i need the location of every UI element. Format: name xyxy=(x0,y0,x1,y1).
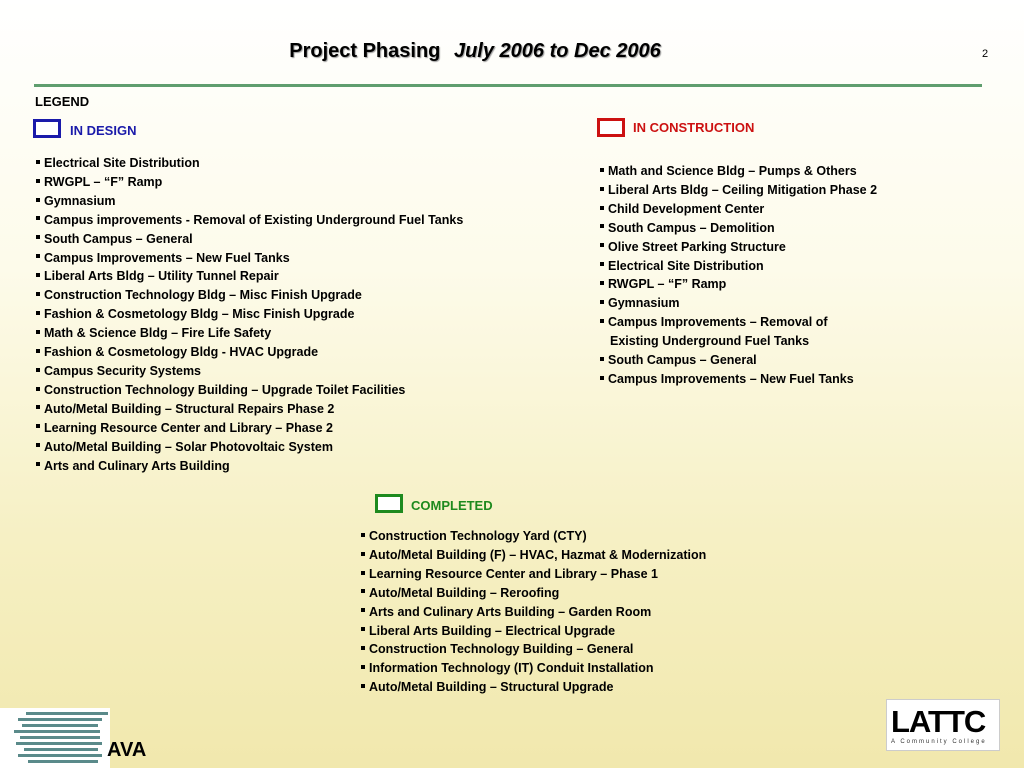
bullet-icon xyxy=(36,292,40,296)
list-item xyxy=(36,419,463,438)
list-item-label: Auto/Metal Building – Structural Upgrade xyxy=(369,680,614,695)
bullet-icon xyxy=(361,589,365,593)
completed-list xyxy=(361,527,706,697)
bullet-icon xyxy=(36,424,40,428)
list-item-label: Liberal Arts Bldg – Ceiling Mitigation Phase 2 xyxy=(608,182,878,197)
list-item xyxy=(361,678,706,697)
bullet-icon xyxy=(36,254,40,258)
list-item xyxy=(600,238,877,257)
page-title xyxy=(0,40,950,63)
list-item-label: Electrical Site Distribution xyxy=(608,258,764,273)
bullet-icon xyxy=(600,262,604,266)
bullet-icon xyxy=(600,243,604,247)
list-item xyxy=(36,381,463,400)
bullet-icon xyxy=(361,608,365,612)
list-item xyxy=(600,294,877,313)
completed-label: COMPLETED xyxy=(411,498,493,513)
bullet-icon xyxy=(36,179,40,183)
list-item-label: RWGPL – “F” Ramp xyxy=(608,277,727,292)
bullet-icon xyxy=(36,349,40,353)
list-item xyxy=(361,640,706,659)
legend-title: LEGEND xyxy=(35,94,90,109)
bullet-icon xyxy=(36,443,40,447)
list-item-label: RWGPL – “F” Ramp xyxy=(44,174,163,189)
list-item xyxy=(36,286,463,305)
list-item xyxy=(600,370,877,389)
list-item xyxy=(600,332,877,351)
lattc-logo-text: LATTC xyxy=(891,704,986,739)
completed-legend-box xyxy=(375,494,403,513)
in-design-list xyxy=(36,154,463,475)
title-divider xyxy=(34,84,982,87)
list-item-label: Electrical Site Distribution xyxy=(44,156,200,170)
bullet-icon xyxy=(36,235,40,239)
list-item-label: Child Development Center xyxy=(608,201,765,216)
list-item-label: Gymnasium xyxy=(44,193,116,208)
list-item-label: Campus Improvements – New Fuel Tanks xyxy=(608,371,854,386)
list-item xyxy=(600,351,877,370)
list-item-label: Learning Resource Center and Library – Phase 2 xyxy=(44,420,333,435)
bullet-icon xyxy=(361,533,365,537)
bullet-icon xyxy=(36,216,40,220)
list-item-label: Arts and Culinary Arts Building xyxy=(44,458,230,473)
list-item xyxy=(36,362,463,381)
list-item-label: Math & Science Bldg – Fire Life Safety xyxy=(44,326,272,341)
list-item-label: Auto/Metal Building – Solar Photovoltaic System xyxy=(44,439,333,454)
list-item xyxy=(600,257,877,276)
list-item-label: Fashion & Cosmetology Bldg - HVAC Upgrade xyxy=(44,345,319,360)
list-item-label: Campus improvements - Removal of Existing Underground Fuel Tanks xyxy=(44,212,464,227)
list-item-label: Construction Technology Bldg – Misc Finish Upgrade xyxy=(44,288,362,303)
list-item-label: Fashion & Cosmetology Bldg – Misc Finish Upgrade xyxy=(44,307,355,322)
list-item-label: Construction Technology Yard (CTY) xyxy=(369,529,587,543)
bullet-icon xyxy=(36,462,40,466)
list-item xyxy=(36,173,463,192)
bullet-icon xyxy=(600,168,604,172)
list-item-label: Olive Street Parking Structure xyxy=(608,239,786,254)
list-item-label: Auto/Metal Building – Reroofing xyxy=(369,585,560,600)
list-item-label: Arts and Culinary Arts Building – Garden Room xyxy=(369,604,652,619)
list-item-label: Campus Improvements – Removal of xyxy=(608,315,828,330)
list-item xyxy=(361,527,706,546)
bullet-icon xyxy=(36,198,40,202)
list-item-label: Construction Technology Building – Upgrade Toilet Facilities xyxy=(44,382,406,397)
title-subtitle: July 2006 to Dec 2006 xyxy=(453,40,661,62)
list-item xyxy=(36,249,463,268)
list-item-label: South Campus – Demolition xyxy=(608,220,775,235)
ava-logo-text: AVA xyxy=(107,739,147,761)
list-item-label: Liberal Arts Building – Electrical Upgrade xyxy=(369,623,616,638)
list-item xyxy=(361,565,706,584)
list-item xyxy=(36,211,463,230)
bullet-icon xyxy=(600,281,604,285)
list-item xyxy=(600,162,877,181)
in-construction-legend-box xyxy=(597,118,625,137)
bullet-icon xyxy=(600,187,604,191)
bullet-icon xyxy=(36,405,40,409)
bullet-icon xyxy=(600,319,604,323)
bullet-icon xyxy=(600,376,604,380)
list-item xyxy=(36,192,463,211)
bullet-icon xyxy=(600,300,604,304)
bullet-icon xyxy=(361,571,365,575)
list-item xyxy=(36,324,463,343)
list-item xyxy=(600,313,877,332)
bullet-icon xyxy=(600,206,604,210)
bullet-icon xyxy=(361,684,365,688)
list-item-label: Campus Improvements – New Fuel Tanks xyxy=(44,250,290,265)
title-main: Project Phasing xyxy=(289,40,441,62)
list-item xyxy=(361,546,706,565)
bullet-icon xyxy=(36,160,40,164)
in-design-legend-box xyxy=(33,119,61,138)
list-item-label: Liberal Arts Bldg – Utility Tunnel Repair xyxy=(44,269,279,284)
list-item xyxy=(36,457,463,476)
list-item-label: Auto/Metal Building – Structural Repairs Phase 2 xyxy=(44,401,335,416)
bullet-icon xyxy=(36,311,40,315)
bullet-icon xyxy=(361,552,365,556)
ava-logo-graphic xyxy=(0,708,110,768)
bullet-icon xyxy=(361,665,365,669)
list-item xyxy=(36,305,463,324)
list-item-label: South Campus – General xyxy=(44,231,193,246)
bullet-icon xyxy=(36,387,40,391)
bullet-icon xyxy=(600,357,604,361)
list-item-label: Information Technology (IT) Conduit Installation xyxy=(369,661,654,676)
list-item xyxy=(600,181,877,200)
in-construction-list xyxy=(600,162,877,389)
list-item-label: South Campus – General xyxy=(608,353,757,368)
bullet-icon xyxy=(36,330,40,334)
list-item-label: Math and Science Bldg – Pumps & Others xyxy=(608,164,857,178)
bullet-icon xyxy=(361,646,365,650)
bullet-icon xyxy=(36,273,40,277)
list-item xyxy=(36,230,463,249)
lattc-logo xyxy=(886,699,1000,751)
list-item xyxy=(361,603,706,622)
page-number: 2 xyxy=(982,48,989,60)
list-item-label: Existing Underground Fuel Tanks xyxy=(610,334,810,349)
list-item xyxy=(361,622,706,641)
list-item-label: Auto/Metal Building (F) – HVAC, Hazmat & Modernization xyxy=(369,547,707,562)
list-item xyxy=(36,438,463,457)
list-item-label: Construction Technology Building – General xyxy=(369,642,634,657)
lattc-logo-tagline: A Community College xyxy=(891,739,987,745)
bullet-icon xyxy=(361,627,365,631)
in-construction-label: IN CONSTRUCTION xyxy=(633,120,755,135)
list-item xyxy=(361,584,706,603)
list-item xyxy=(36,343,463,362)
list-item-label: Learning Resource Center and Library – Phase 1 xyxy=(369,566,658,581)
list-item-label: Campus Security Systems xyxy=(44,363,202,378)
list-item xyxy=(36,400,463,419)
list-item xyxy=(600,275,877,294)
list-item-label: Gymnasium xyxy=(608,296,680,311)
list-item xyxy=(600,219,877,238)
in-design-label: IN DESIGN xyxy=(70,123,137,138)
list-item xyxy=(361,659,706,678)
bullet-icon xyxy=(600,224,604,228)
list-item xyxy=(36,154,463,173)
list-item xyxy=(36,267,463,286)
list-item xyxy=(600,200,877,219)
bullet-icon xyxy=(36,368,40,372)
